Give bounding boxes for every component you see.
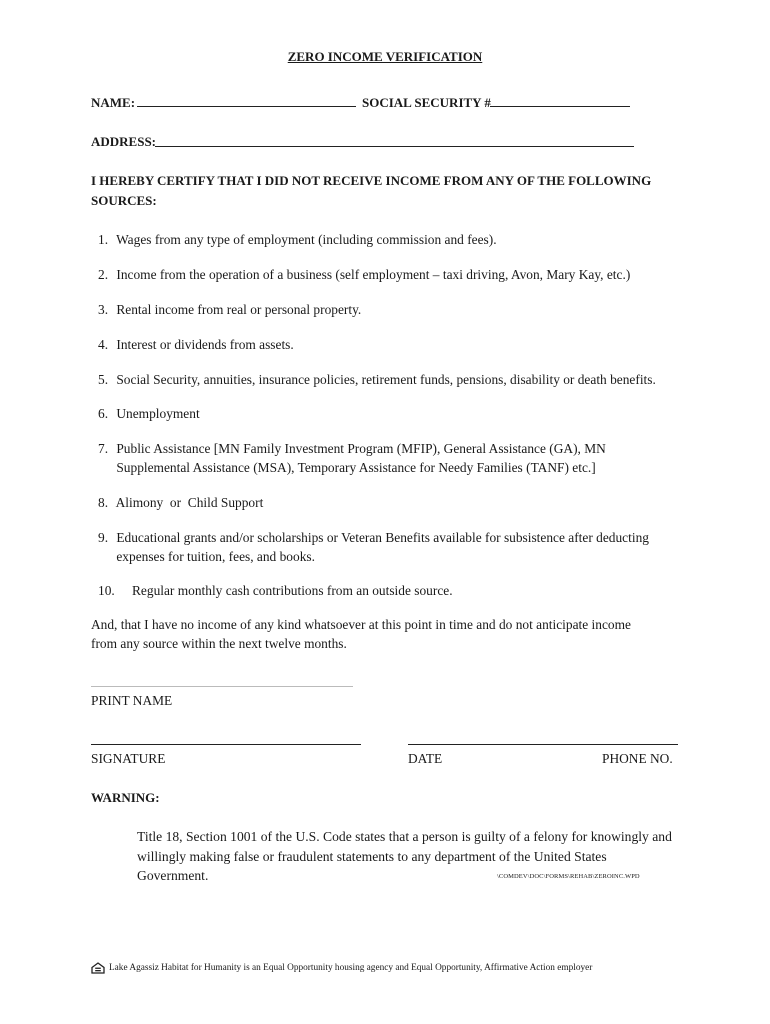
ssn-field[interactable] <box>490 106 630 107</box>
phone-label: PHONE NO. <box>602 751 673 766</box>
certify-heading-cont: SOURCES: <box>91 193 157 208</box>
list-item: 10. Regular monthly cash contributions from an outside source. <box>98 583 453 598</box>
name-field[interactable] <box>137 106 356 107</box>
print-name-field[interactable] <box>91 686 353 687</box>
list-item: 1. Wages from any type of employment (including commission and fees). <box>98 232 497 247</box>
address-label: ADDRESS: <box>91 134 157 149</box>
print-name-label: PRINT NAME <box>91 693 173 708</box>
statement-text: And, that I have no income of any kind whatsoever at this point in time and do not anticipate income <box>91 617 631 632</box>
page-title: ZERO INCOME VERIFICATION <box>287 49 483 64</box>
warning-text-end: Government. <box>137 868 209 883</box>
list-item: 5. Social Security, annuities, insurance policies, retirement funds, pensions, disability or death benefits. <box>98 372 656 387</box>
address-field[interactable] <box>155 146 634 147</box>
footer-text: Lake Agassiz Habitat for Humanity is an Equal Opportunity housing agency and Equal Opportunity, Affirmative Action employer <box>109 963 593 973</box>
signature-label: SIGNATURE <box>91 751 166 766</box>
warning-text: Title 18, Section 1001 of the U.S. Code states that a person is guilty of a felony for knowingly and <box>137 829 672 844</box>
list-item: 7. Public Assistance [MN Family Investment Program (MFIP), General Assistance (GA), MN Supplemental Assistance (MSA), Temporary Assistance for Needy Families (TANF) etc.] <box>98 441 606 475</box>
name-label: NAME: <box>91 95 136 110</box>
list-item: 6. Unemployment <box>98 406 200 421</box>
list-item: 2. Income from the operation of a business (self employment – taxi driving, Avon, Mary Kay, etc.) <box>98 267 631 282</box>
signature-field[interactable] <box>91 744 361 745</box>
list-item: 9. Educational grants and/or scholarships or Veteran Benefits available for subsistence after deducting expenses for tuition, fees, and books. <box>98 530 649 564</box>
list-item: 3. Rental income from real or personal property. <box>98 302 362 317</box>
date-label: DATE <box>408 751 443 766</box>
file-code: \COMDEV\DOC\FORMS\REHAB\ZEROINC.WPD <box>497 873 640 880</box>
certify-heading: I HEREBY CERTIFY THAT I DID NOT RECEIVE INCOME FROM ANY OF THE FOLLOWING <box>91 173 652 188</box>
list-item: 4. Interest or dividends from assets. <box>98 337 294 352</box>
statement-text-cont: from any source within the next twelve months. <box>91 636 347 651</box>
warning-text-cont: willingly making false or fraudulent statements to any department of the United States <box>137 849 607 864</box>
date-phone-field[interactable] <box>408 744 678 745</box>
ssn-label: SOCIAL SECURITY # <box>362 95 491 110</box>
list-item: 8. Alimony or Child Support <box>98 495 264 510</box>
warning-heading: WARNING: <box>91 790 160 805</box>
equal-housing-icon <box>91 962 105 974</box>
